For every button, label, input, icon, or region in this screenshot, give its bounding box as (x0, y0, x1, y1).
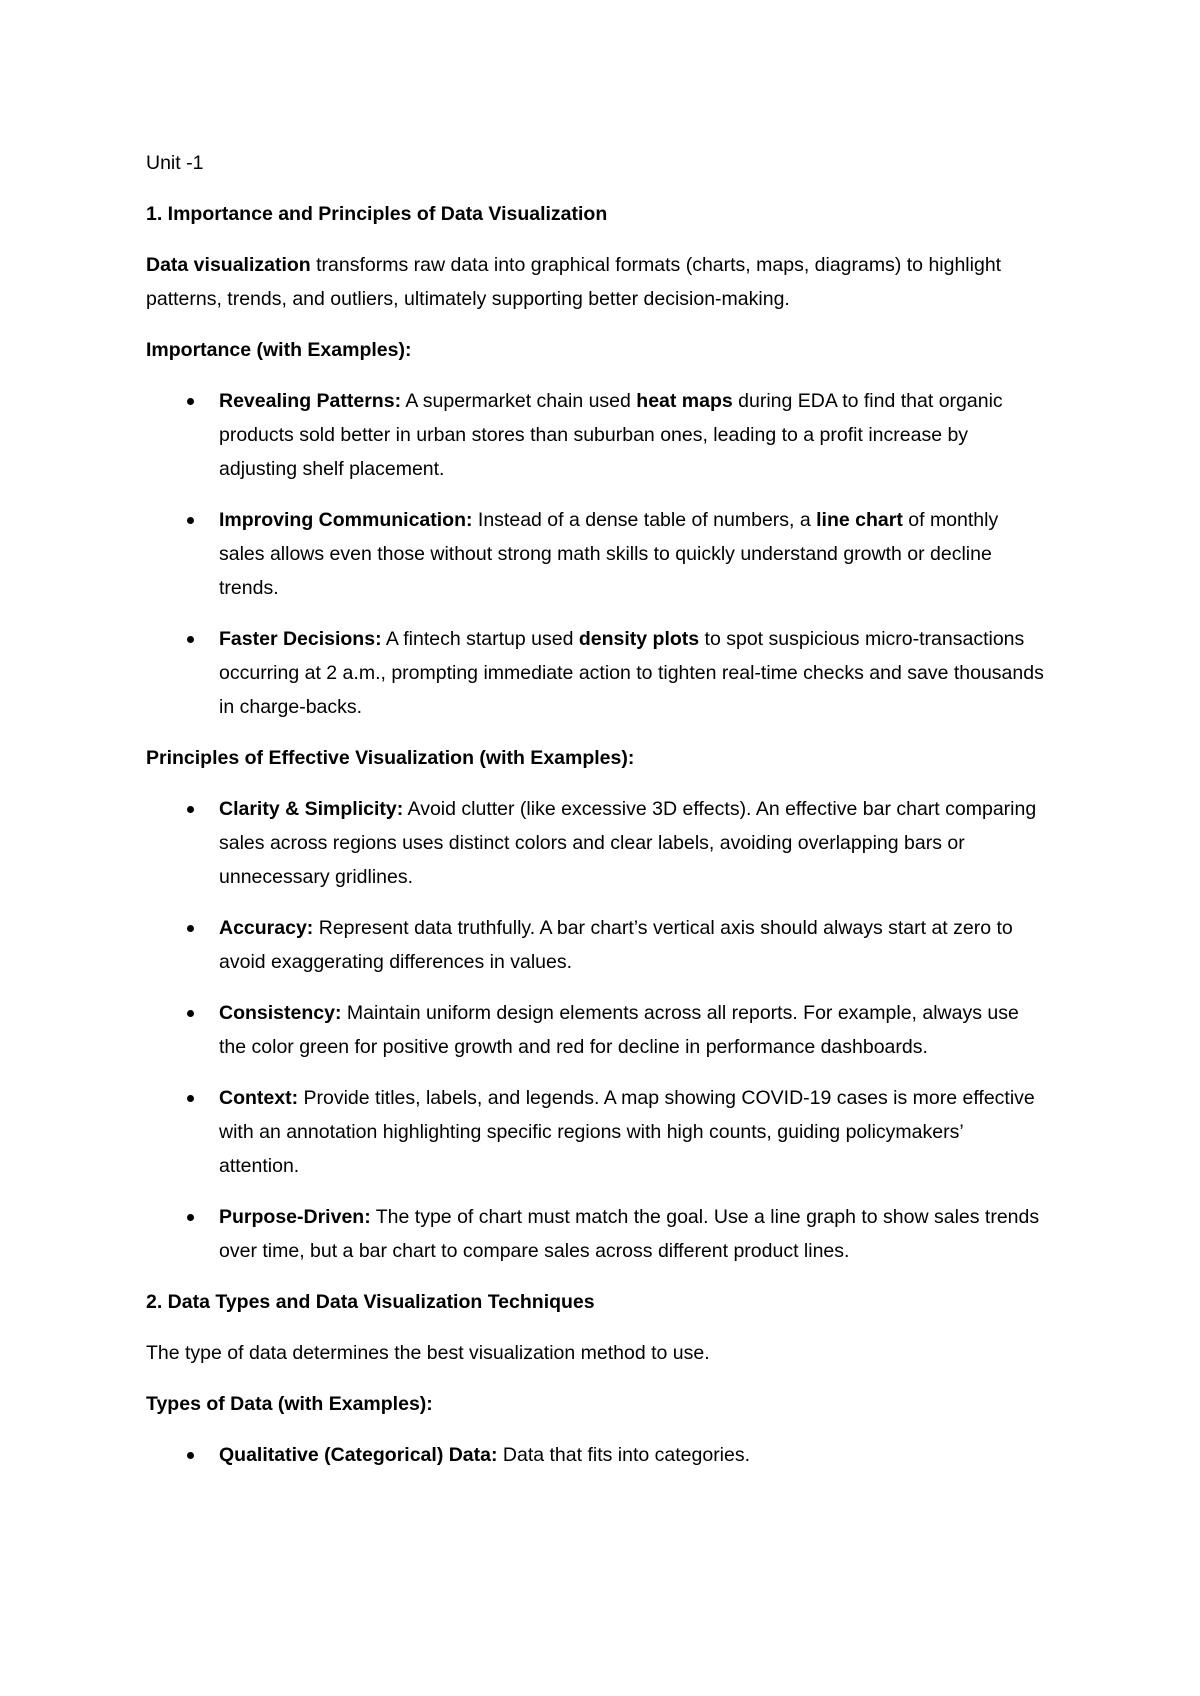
bullet-icon (187, 398, 194, 405)
intro-term: Data visualization (146, 254, 311, 276)
item-label: Qualitative (Categorical) Data: (219, 1444, 498, 1466)
item-label: Faster Decisions: (219, 628, 382, 650)
bullet-icon (187, 636, 194, 643)
item-text: A fintech startup used (381, 628, 579, 650)
importance-item-improving-communication (146, 503, 1046, 605)
bullet-icon (187, 925, 194, 932)
item-label: Clarity & Simplicity: (219, 798, 404, 820)
item-text: The type of chart must match the goal. Use a line graph to show sales trends over time, but a bar chart to compare sales across different product lines. (219, 1206, 1040, 1262)
importance-heading: Importance (with Examples): (146, 339, 412, 361)
bullet-icon (187, 1214, 194, 1221)
item-label: Purpose-Driven: (219, 1206, 371, 1228)
principle-item-clarity (146, 792, 1046, 894)
bullet-icon (187, 517, 194, 524)
principle-item-context (146, 1081, 1046, 1183)
intro-text: transforms raw data into graphical formats (charts, maps, diagrams) to highlight patterns, trends, and outliers, ultimately supporting better decision-making. (146, 254, 1002, 310)
item-text: A supermarket chain used (401, 390, 637, 412)
bullet-icon (187, 1452, 194, 1459)
section-2-intro: The type of data determines the best visualization method to use. (146, 1342, 710, 1364)
type-item-qualitative (146, 1438, 1046, 1472)
item-label: Revealing Patterns: (219, 390, 402, 412)
item-text: Represent data truthfully. A bar chart’s vertical axis should always start at zero to avoid exaggerating differences in values. (219, 917, 1013, 973)
item-text: Maintain uniform design elements across all reports. For example, always use the color green for positive growth and red for decline in performance dashboards. (219, 1002, 1019, 1058)
item-text: Instead of a dense table of numbers, a (472, 509, 817, 531)
principle-item-consistency (146, 996, 1046, 1064)
importance-item-revealing-patterns (146, 384, 1046, 486)
item-text: of monthly sales allows even those without strong math skills to quickly understand growth or decline trends. (219, 509, 999, 599)
section-2-heading: 2. Data Types and Data Visualization Techniques (146, 1291, 595, 1313)
types-heading: Types of Data (with Examples): (146, 1393, 433, 1415)
item-label: Context: (219, 1087, 299, 1109)
item-emphasis: line chart (816, 509, 903, 531)
bullet-icon (187, 1010, 194, 1017)
section-1-heading: 1. Importance and Principles of Data Visualization (146, 203, 608, 225)
importance-item-faster-decisions (146, 622, 1046, 724)
item-text: Provide titles, labels, and legends. A map showing COVID-19 cases is more effective with an annotation highlighting specific regions with high counts, guiding policymakers’ attention. (219, 1087, 1035, 1177)
item-text: Avoid clutter (like excessive 3D effects). An effective bar chart comparing sales across regions uses distinct colors and clear labels, avoiding overlapping bars or unnecessary gridlines. (219, 798, 1037, 888)
principle-item-purpose-driven (146, 1200, 1046, 1268)
section-1-intro (146, 248, 1046, 316)
principle-item-accuracy (146, 911, 1046, 979)
bullet-icon (187, 1095, 194, 1102)
principles-list (146, 792, 1046, 1268)
principles-heading: Principles of Effective Visualization (with Examples): (146, 747, 635, 769)
item-text: to spot suspicious micro-transactions occurring at 2 a.m., prompting immediate action to tighten real-time checks and save thousands in charge-backs. (219, 628, 1044, 718)
document-page (146, 146, 1046, 1489)
item-label: Improving Communication: (219, 509, 473, 531)
bullet-icon (187, 806, 194, 813)
unit-label: Unit -1 (146, 152, 204, 174)
item-label: Consistency: (219, 1002, 342, 1024)
item-label: Accuracy: (219, 917, 314, 939)
item-emphasis: heat maps (636, 390, 733, 412)
item-text: during EDA to find that organic products sold better in urban stores than suburban ones, leading to a profit increase by adjusting shelf placement. (219, 390, 1003, 480)
item-text: Data that fits into categories. (497, 1444, 751, 1466)
types-list (146, 1438, 1046, 1472)
importance-list (146, 384, 1046, 724)
item-emphasis: density plots (578, 628, 700, 650)
